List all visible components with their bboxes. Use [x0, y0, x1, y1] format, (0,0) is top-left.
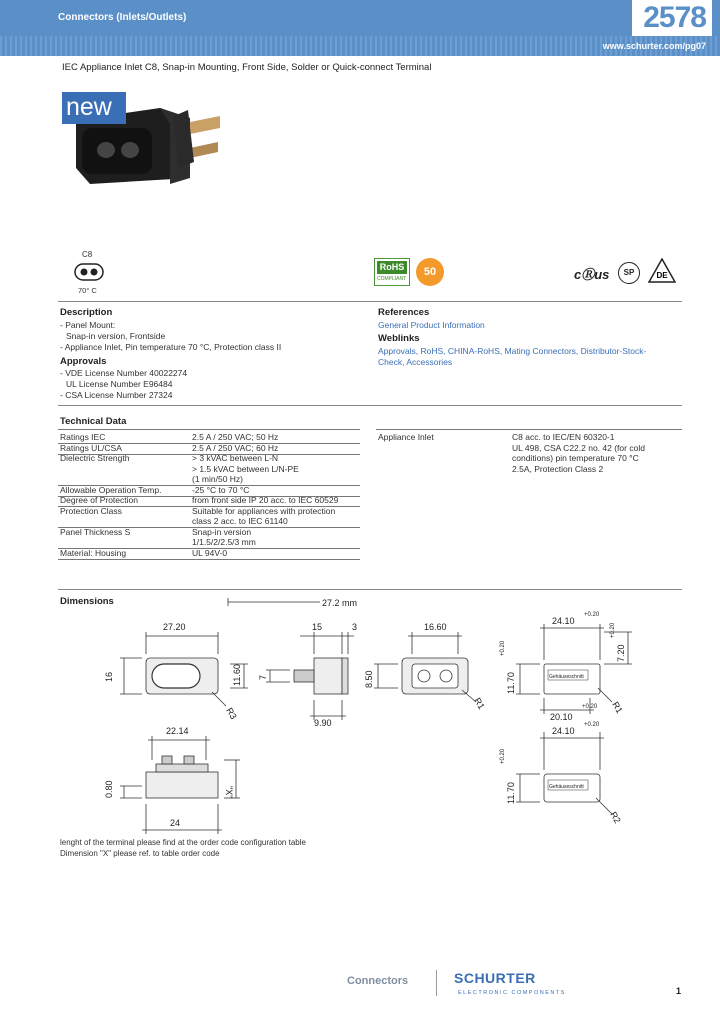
table-cell-value: C8 acc. to IEC/EN 60320-1: [512, 432, 615, 442]
schurter-logo-sub: ELECTRONIC COMPONENTS: [458, 990, 566, 996]
approvals-line: UL License Number E96484: [66, 379, 173, 389]
dim-d4-height: 11.70: [506, 672, 516, 694]
dim-d3-width: 16.60: [424, 622, 447, 632]
approvals-line: - VDE License Number 40022274: [60, 368, 188, 378]
rohs-label: RoHS: [377, 261, 407, 274]
dimension-drawings: [0, 592, 720, 842]
table-cell-value: Snap-in version: [192, 526, 252, 537]
dim-d6-height: 11.70: [506, 782, 516, 804]
dim-d3-height: 8.50: [364, 670, 374, 688]
table-cell-value: 1/1.5/2/2.5/3 mm: [192, 537, 256, 547]
table-cell-value: from front side IP 20 acc. to IEC 60529: [192, 495, 339, 505]
dim-d1-height2: 11.60: [232, 664, 242, 686]
temperature-label: 70° C: [78, 286, 97, 295]
page-number: 1: [676, 986, 682, 996]
footer-divider: [436, 970, 437, 996]
weblinks-title: Weblinks: [378, 333, 420, 344]
dim-d6-wtol: +0.20: [584, 722, 600, 728]
header-url[interactable]: www.schurter.com/pg07: [602, 41, 706, 51]
table-cell-value: UL 94V-0: [192, 547, 228, 558]
table-cell-label: Ratings IEC: [60, 432, 106, 442]
table-cell-value: > 1.5 kVAC between L/N-PE: [192, 463, 299, 474]
weblinks-line[interactable]: Check, Accessories: [378, 357, 453, 367]
ul-cert-icon: cⓇus: [574, 267, 610, 282]
dim-d2-c: 7: [258, 674, 268, 680]
table-cell-label: Material: Housing: [60, 547, 127, 558]
dim-d4-label: Gehäuseschnitt: [549, 674, 584, 680]
table-cell-label: Dielectric Strength: [60, 453, 130, 463]
dim-d5-width: 22.14: [166, 726, 189, 736]
dim-d5-height: 0.80: [104, 780, 114, 798]
divider: [58, 405, 682, 406]
rohs-badge: [374, 258, 410, 286]
note-line: lenght of the terminal please find at the order code configuration table: [60, 838, 306, 847]
weblinks-line[interactable]: Approvals, RoHS, CHINA-RoHS, Mating Connectors, Distributor-Stock-: [378, 346, 647, 356]
table-cell-value: -25 °C to 70 °C: [192, 484, 250, 495]
description-line: Snap-in version, Frontside: [66, 331, 166, 341]
table-cell-value: > 3 kVAC between L-N: [192, 453, 279, 463]
table-cell-label: Appliance Inlet: [378, 432, 434, 442]
table-cell-label: Degree of Protection: [60, 495, 138, 505]
csa-cert-icon: SP: [618, 262, 640, 284]
dim-d1-width: 27.20: [163, 622, 186, 632]
rohs-compliant: COMPLIANT: [377, 276, 407, 282]
dim-d4-btol: +0.20: [582, 704, 598, 710]
table-cell-value: UL 498, CSA C22.2 no. 42 (for cold: [512, 442, 645, 453]
dim-d2-b: 3: [352, 622, 358, 632]
footer-category: Connectors: [347, 975, 409, 987]
scale-label: 27.2 mm: [322, 598, 358, 608]
dim-d4-a: 7.20: [616, 644, 626, 662]
dimensions-title: Dimensions: [60, 596, 114, 607]
table-cell-value: Suitable for appliances with protection: [192, 505, 336, 516]
vde-text: DE: [656, 271, 668, 280]
part-number: 2578: [632, 0, 712, 36]
dim-d4-wtol: +0.20: [584, 612, 600, 618]
table-cell-value: class 2 acc. to IEC 61140: [192, 516, 288, 526]
page-header: [0, 0, 720, 56]
general-product-info-link[interactable]: General Product Information: [378, 320, 485, 330]
connector-type-label: C8: [82, 250, 93, 259]
table-cell-label: Protection Class: [60, 505, 122, 516]
approvals-title: Approvals: [60, 356, 107, 367]
header-category: Connectors (Inlets/Outlets): [58, 12, 187, 23]
table-rule: [376, 429, 682, 430]
divider: [58, 589, 682, 590]
description-line: - Panel Mount:: [60, 320, 116, 330]
approvals-line: - CSA License Number 27324: [60, 390, 173, 400]
c8-connector-icon: [74, 262, 104, 282]
dim-d1-radius: R3: [224, 706, 239, 721]
description-title: Description: [60, 307, 113, 318]
note-line: Dimension "X" please ref. to table order code: [60, 849, 220, 858]
vde-cert-icon: [648, 258, 676, 284]
table-cell-label: Ratings UL/CSA: [60, 442, 122, 453]
dim-d6-label: Gehäuseschnitt: [549, 784, 584, 790]
dim-d4-radius: R1: [610, 700, 625, 715]
description-line: - Appliance Inlet, Pin temperature 70 °C, Protection class II: [60, 342, 282, 352]
table-rule: [58, 429, 360, 430]
table-cell-value: 2.5 A / 250 VAC; 60 Hz: [192, 442, 279, 453]
schurter-logo: SCHURTER: [454, 970, 536, 986]
dim-d4-width: 24.10: [552, 616, 575, 626]
dim-d1-height: 16: [104, 671, 114, 682]
table-row-divider: [58, 559, 360, 560]
table-cell-value: 2.5A, Protection Class 2: [512, 463, 604, 474]
product-subtitle: IEC Appliance Inlet C8, Snap-in Mounting, Front Side, Solder or Quick-connect Terminal: [62, 62, 432, 73]
dim-d6-width: 24.10: [552, 726, 575, 736]
dim-d4-atol: +0.20: [610, 622, 616, 638]
dim-d2-d: 9.90: [314, 718, 332, 728]
references-title: References: [378, 307, 430, 318]
divider: [58, 301, 682, 302]
table-cell-label: Panel Thickness S: [60, 526, 131, 537]
dim-d5-b: 24: [170, 818, 181, 828]
new-badge: new: [62, 92, 126, 124]
table-cell-value: conditions) pin temperature 70 °C: [512, 453, 639, 463]
dim-d5-x: "X": [224, 786, 234, 799]
dim-d6-htol: +0.20: [500, 748, 506, 764]
dim-d4-htol: +0.20: [500, 640, 506, 656]
dim-d2-a: 15: [312, 622, 323, 632]
dim-d4-b: 20.10: [550, 712, 573, 722]
china-rohs-50-icon: 50: [416, 258, 444, 286]
dim-d6-radius: R2: [608, 810, 623, 825]
table-cell-label: Allowable Operation Temp.: [60, 484, 162, 495]
table-cell-value: 2.5 A / 250 VAC; 50 Hz: [192, 432, 279, 442]
table-cell-value: (1 min/50 Hz): [192, 474, 244, 484]
technical-title: Technical Data: [60, 416, 127, 427]
dim-d3-radius: R1: [472, 696, 487, 711]
